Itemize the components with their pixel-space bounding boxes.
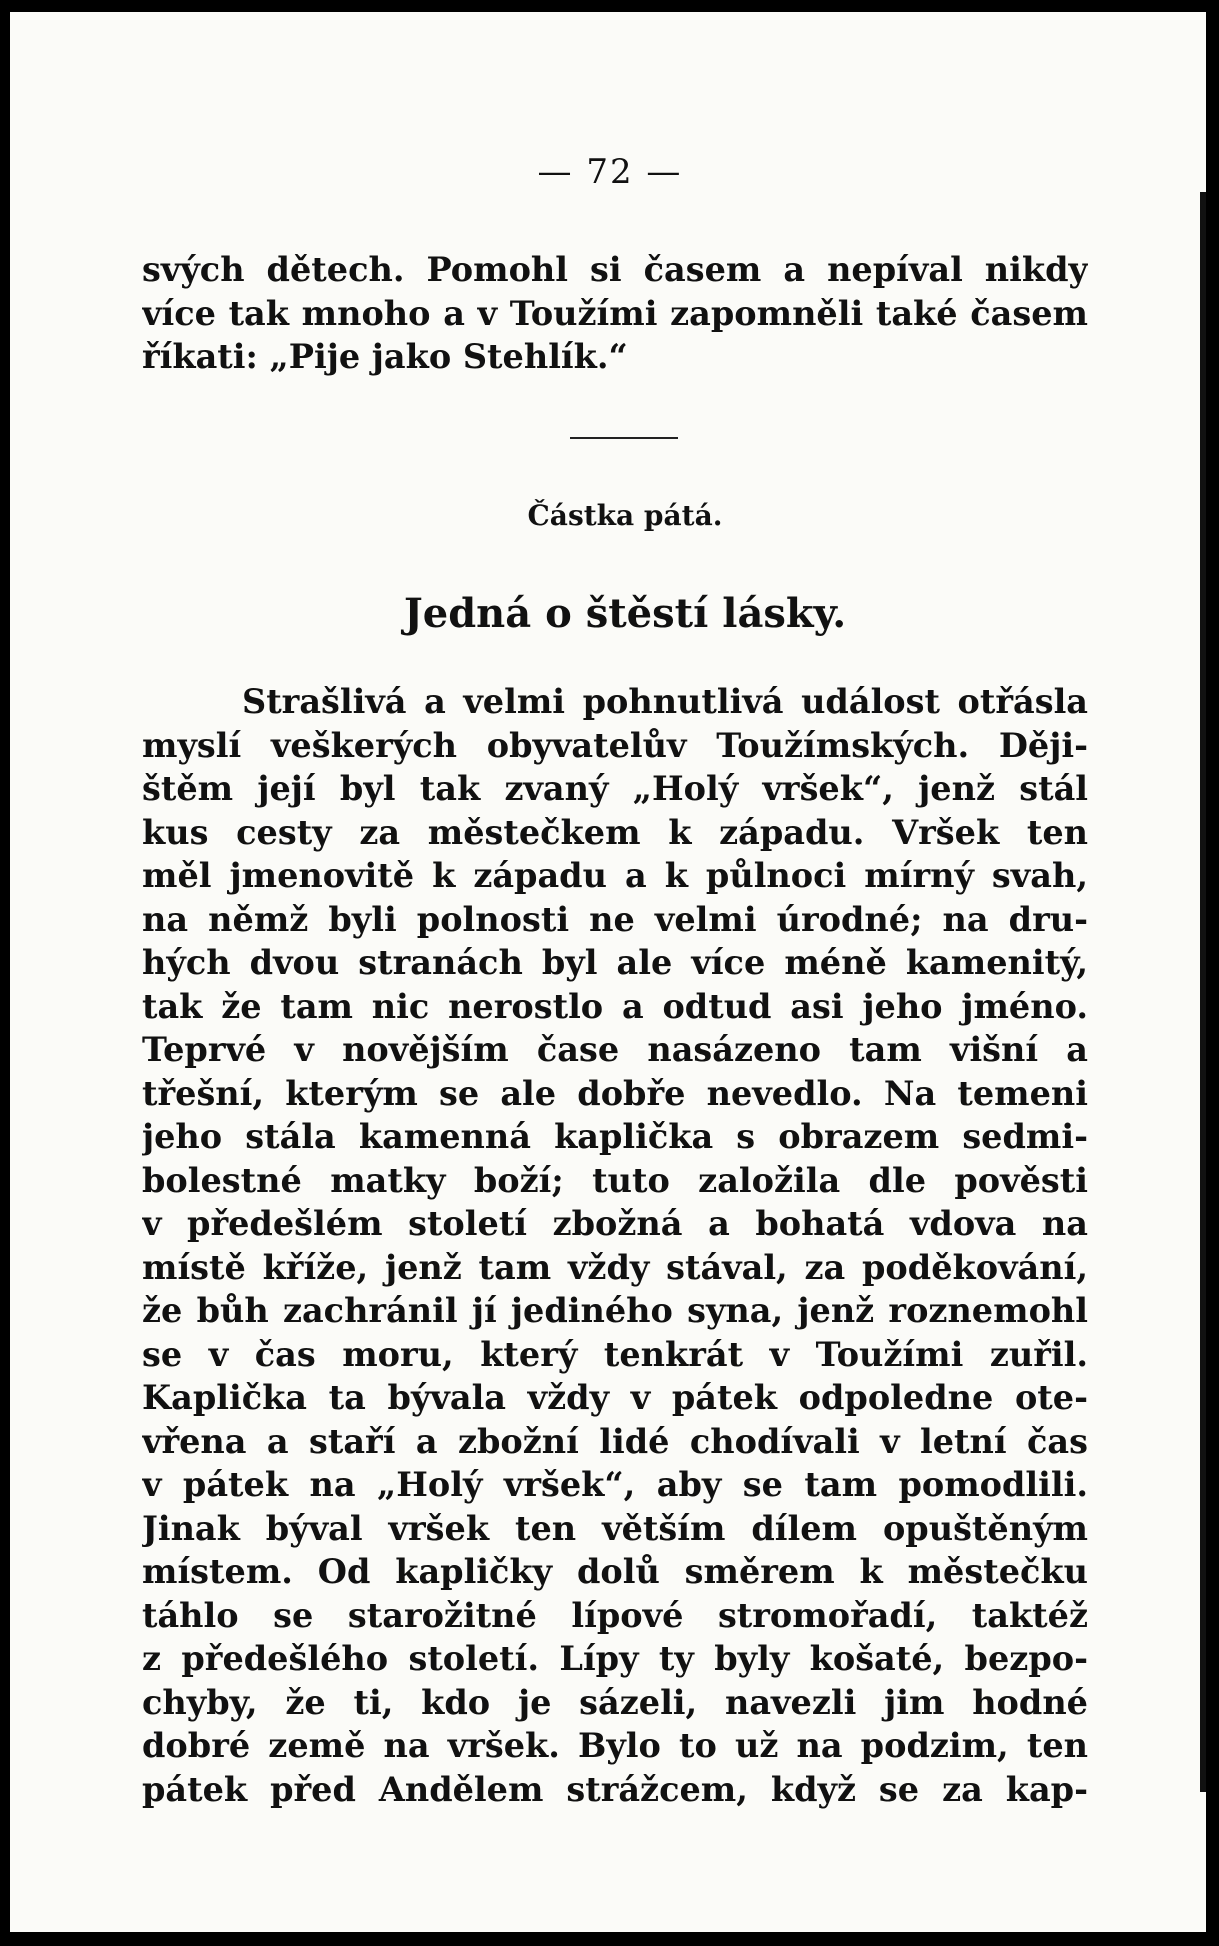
text-line: místem. Od kapličky dolů směrem k městečku <box>142 1552 1088 1591</box>
text-line: kus cesty za městečkem k západu. Vršek ten <box>142 812 1088 852</box>
text-line: tak že tam nic nerostlo a odtud asi jeho jméno. <box>142 986 1088 1026</box>
text-line: že bůh zachránil jí jediného syna, jenž roznemohl <box>142 1291 1088 1330</box>
text-line: dobré země na vršek. Bylo to už na podzim, ten <box>142 1726 1088 1765</box>
text-line: v předešlém století zbožná a bohatá vdova na <box>142 1204 1088 1243</box>
text-line: svých dětech. Pomohl si časem a nepíval nikdy <box>142 250 1088 289</box>
body-paragraph <box>142 680 1088 1811</box>
chapter-title: Jedná o štěstí lásky. <box>403 590 847 637</box>
text-line: měl jmenovitě k západu a k půlnoci mírný svah, <box>142 856 1088 895</box>
text-line: Kaplička ta bývala vždy v pátek odpoledne ote- <box>142 1378 1088 1417</box>
text-line: místě kříže, jenž tam vždy stával, za poděkování, <box>142 1247 1088 1287</box>
text-line: táhlo se starožitné lípové stromořadí, taktéž <box>142 1595 1088 1635</box>
text-line: pátek před Andělem strážcem, když se za kap- <box>142 1769 1088 1809</box>
text-line: vřena a staří a zbožní lidé chodívali v letní čas <box>142 1421 1088 1461</box>
page-number: — 72 — <box>537 152 683 192</box>
text-line: v pátek na „Holý vršek“, aby se tam pomodlili. <box>142 1465 1088 1504</box>
text-line: na němž byli polnosti ne velmi úrodné; na dru- <box>142 899 1088 939</box>
page-edge-shadow <box>1200 192 1206 1792</box>
text-line: jeho stála kamenná kaplička s obrazem sedmi- <box>142 1117 1088 1156</box>
text-line: třešní, kterým se ale dobře nevedlo. Na temeni <box>142 1073 1088 1113</box>
text-line: bolestné matky boží; tuto založila dle pověsti <box>142 1160 1088 1200</box>
text-line: ště​m její byl tak zvaný „Holý vršek“, jenž stál <box>142 769 1088 808</box>
text-line: myslí veškerých obyvatelův Toužímských. Ději- <box>142 725 1088 765</box>
intro-paragraph <box>142 248 1088 379</box>
text-line: Jinak býval vršek ten větším dílem opuštěným <box>142 1508 1088 1548</box>
text-line: Teprvé v novějším čase nasázeno tam višní a <box>142 1030 1088 1069</box>
section-label: Částka pátá. <box>527 499 723 532</box>
text-line: hých dvou stranách byl ale více méně kamenitý, <box>142 943 1088 982</box>
text-line: více tak mnoho a v Toužími zapomněli také časem <box>142 293 1088 333</box>
text-line: se v čas moru, který tenkrát v Toužími zuřil. <box>142 1334 1088 1374</box>
book-page <box>10 12 1206 1932</box>
section-divider <box>570 437 678 439</box>
text-line: z předešlého století. Lípy ty byly košaté, bezpo- <box>142 1639 1088 1678</box>
text-line: chyby, že ti, kdo je sázeli, navezli jim hodné <box>142 1682 1088 1722</box>
text-line: říkati: „Pije jako Stehlík.“ <box>142 337 628 376</box>
text-line: Strašlivá a velmi pohnutlivá událost otřásla <box>242 682 1088 721</box>
